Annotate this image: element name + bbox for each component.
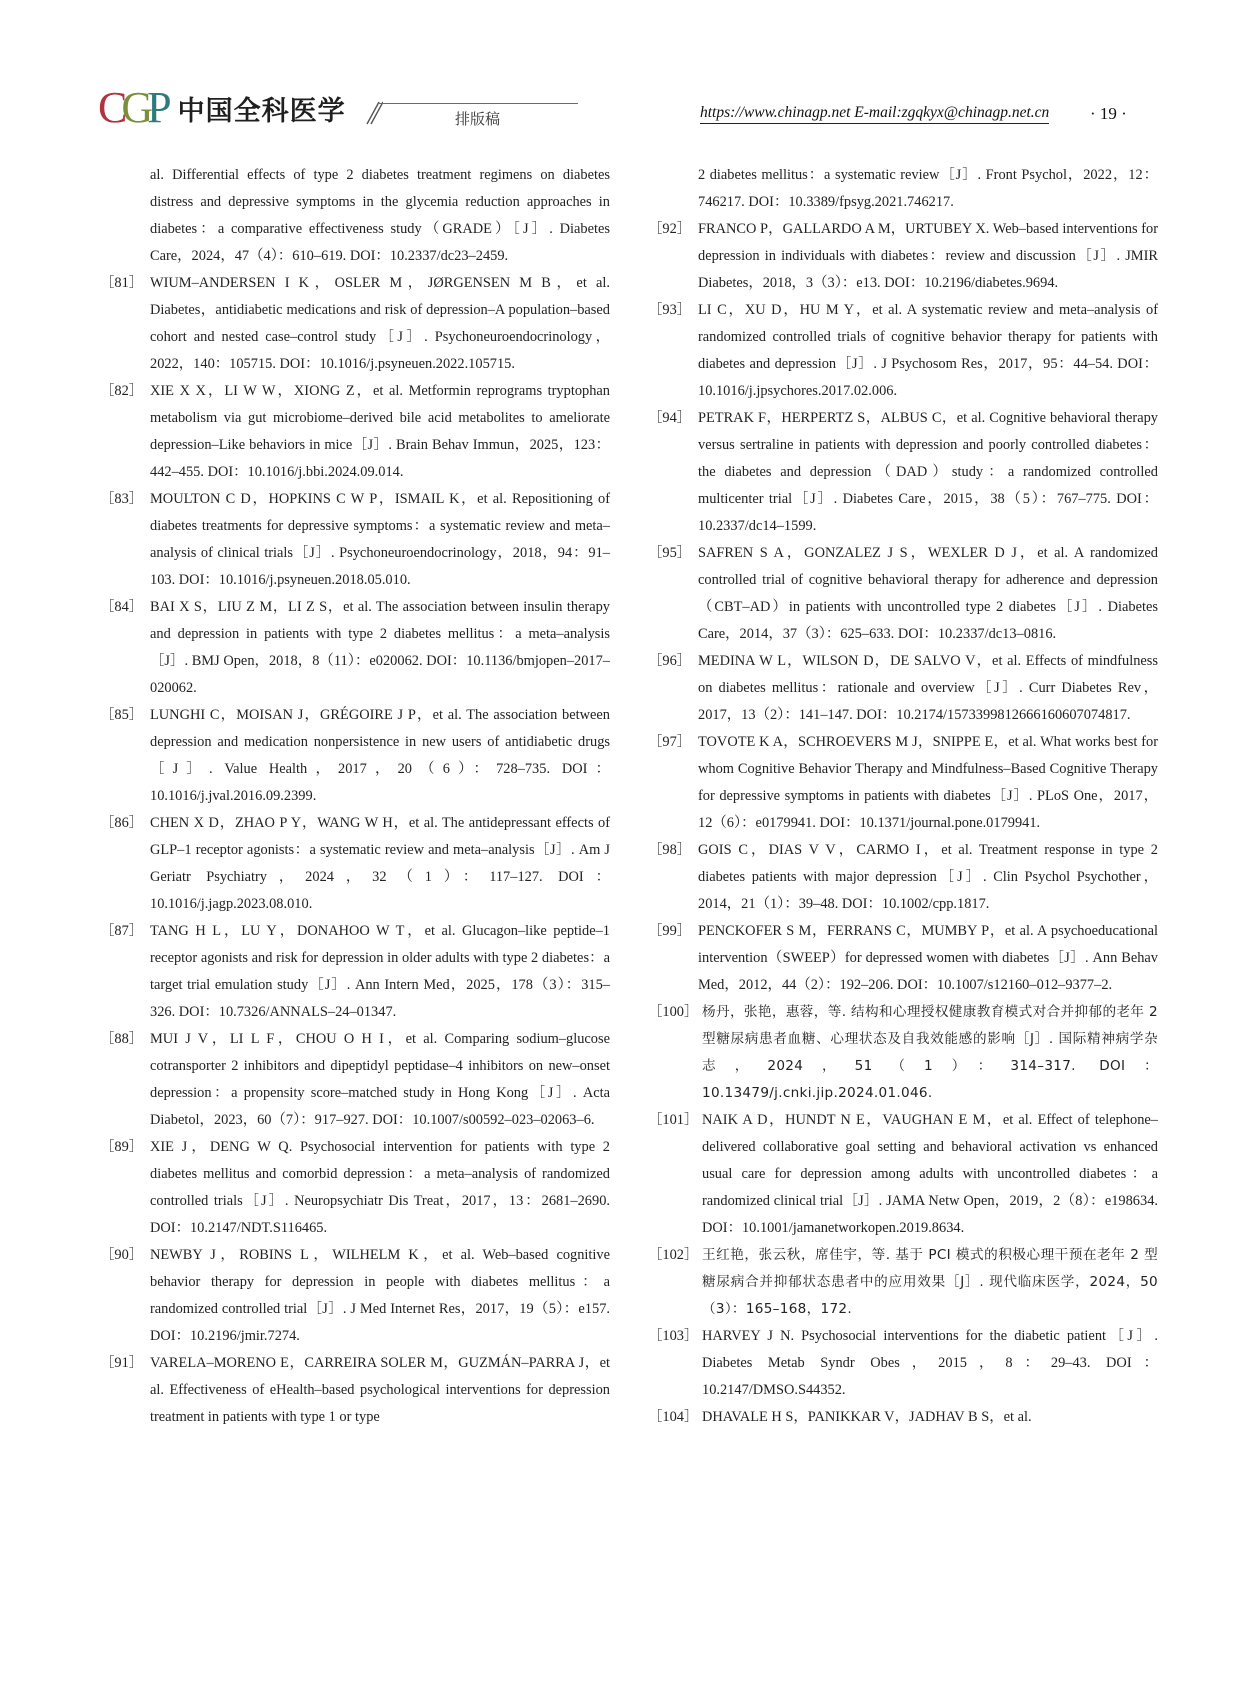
reference-text: MOULTON C D，HOPKINS C W P，ISMAIL K，et al. Repositioning of diabetes treatments for depressive symptoms：a systematic review and meta–analysis of clinical trials［J］. Psychoneuroendocrinology，2018，94：91–103. DOI：10.1016/j.psyneuen.2018.05.010. [150, 491, 610, 588]
reference-entry [100, 1026, 610, 1134]
reference-text: LUNGHI C，MOISAN J，GRÉGOIRE J P，et al. The association between depression and medication nonpersistence in new users of antidiabetic drugs［J］. Value Health，2017，20（6）：728–735. DOI：10.1016/j.jval.2016.09.2399. [150, 707, 610, 804]
reference-text: VARELA–MORENO E，CARREIRA SOLER M，GUZMÁN–PARRA J，et al. Effectiveness of eHealth–based psychological interventions for depression treatment in patients with type 1 or type [150, 1355, 610, 1425]
logo-cgp-mark: CGP [98, 83, 166, 132]
reference-entry [648, 999, 1158, 1107]
reference-number: ［99］ [648, 923, 692, 939]
reference-number: ［96］ [648, 653, 692, 669]
reference-entry [100, 486, 610, 594]
reference-text: NAIK A D，HUNDT N E，VAUGHAN E M，et al. Effect of telephone–delivered collaborative goal setting and behavioral activation vs enhanced usual care for depression among adults with uncontrolled diabetes：a randomized clinical trial［J］. JAMA Netw Open，2019，2（8）：e198634. DOI：10.1001/jamanetworkopen.2019.8634. [702, 1112, 1158, 1236]
reference-text: GOIS C，DIAS V V，CARMO I，et al. Treatment response in type 2 diabetes patients with major depression［J］. Clin Psychol Psychother，2014，21（1）：39–48. DOI：10.1002/cpp.1817. [698, 842, 1158, 912]
reference-number: ［100］ [648, 1004, 699, 1020]
reference-number: ［88］ [100, 1031, 144, 1047]
reference-text: 杨丹，张艳，惠蓉，等. 结构和心理授权健康教育模式对合并抑郁的老年 2 型糖尿病患者血糖、心理状态及自我效能感的影响［J］. 国际精神病学杂志，2024，51（1）：314–317. DOI：10.13479/j.cnki.jip.2024.01.046. [702, 1004, 1158, 1101]
reference-entry [648, 162, 1158, 216]
reference-number: ［104］ [648, 1409, 699, 1425]
reference-entry [648, 1242, 1158, 1323]
reference-entry [648, 405, 1158, 540]
reference-text: TANG H L，LU Y，DONAHOO W T，et al. Glucagon–like peptide–1 receptor agonists and risk for depression in older adults with type 2 diabetes：a target trial emulation study［J］. Ann Intern Med，2025，178（3）：315–326. DOI：10.7326/ANNALS–24–01347. [150, 923, 610, 1020]
reference-number: ［83］ [100, 491, 144, 507]
reference-text: CHEN X D，ZHAO P Y，WANG W H，et al. The antidepressant effects of GLP–1 receptor agonists：a systematic review and meta–analysis［J］. Am J Geriatr Psychiatry，2024，32（1）：117–127. DOI：10.1016/j.jagp.2023.08.010. [150, 815, 610, 912]
reference-number: ［102］ [648, 1247, 699, 1263]
reference-text: XIE X X，LI W W，XIONG Z，et al. Metformin reprograms tryptophan metabolism via gut microbiome–derived bile acid metabolites to ameliorate depression–Like behaviors in mice［J］. Brain Behav Immun，2025，123：442–455. DOI：10.1016/j.bbi.2024.09.014. [150, 383, 610, 480]
reference-number: ［94］ [648, 410, 692, 426]
reference-text: LI C，XU D，HU M Y，et al. A systematic review and meta–analysis of randomized controlled trials of cognitive behavior therapy for patients with diabetes and depression［J］. J Psychosom Res，2017，95：44–54. DOI：10.1016/j.jpsychores.2017.02.006. [698, 302, 1158, 399]
reference-entry [100, 1134, 610, 1242]
reference-number: ［89］ [100, 1139, 144, 1155]
header-url-email: https://www.chinagp.net E-mail:zgqkyx@chinagp.net.cn [700, 104, 1049, 124]
reference-column-left [100, 162, 610, 1431]
header-rule [378, 103, 578, 104]
reference-text: al. Differential effects of type 2 diabetes treatment regimens on diabetes distress and depressive symptoms in the glycemia reduction approaches in diabetes：a comparative effectiveness study（GRADE）［J］. Diabetes Care，2024，47（4）：610–619. DOI：10.2337/dc23–2459. [150, 167, 610, 264]
reference-text: 王红艳，张云秋，席佳宇，等. 基于 PCI 模式的积极心理干预在老年 2 型糖尿病合并抑郁状态患者中的应用效果［J］. 现代临床医学，2024，50（3）：165–168，172. [702, 1247, 1158, 1317]
reference-text: FRANCO P，GALLARDO A M，URTUBEY X. Web–based interventions for depression in individuals with diabetes：review and discussion［J］. JMIR Diabetes，2018，3（3）：e13. DOI：10.2196/diabetes.9694. [698, 221, 1158, 291]
reference-entry [100, 270, 610, 378]
reference-number: ［98］ [648, 842, 692, 858]
reference-entry [648, 729, 1158, 837]
reference-entry [100, 378, 610, 486]
reference-number: ［85］ [100, 707, 144, 723]
reference-entry [100, 918, 610, 1026]
reference-entry [100, 702, 610, 810]
reference-text: PENCKOFER S M，FERRANS C，MUMBY P，et al. A psychoeducational intervention（SWEEP）for depressed women with diabetes［J］. Ann Behav Med，2012，44（2）：192–206. DOI：10.1007/s12160–012–9377–2. [698, 923, 1158, 993]
reference-column-right [648, 162, 1158, 1431]
reference-number: ［86］ [100, 815, 144, 831]
typeset-tag: 排版稿 [455, 110, 501, 128]
reference-entry [100, 1242, 610, 1350]
reference-number: ［91］ [100, 1355, 144, 1371]
reference-text: MEDINA W L，WILSON D，DE SALVO V，et al. Effects of mindfulness on diabetes mellitus：rationale and overview［J］. Curr Diabetes Rev，2017，13（2）：141–147. DOI：10.2174/1573399812666160607074817. [698, 653, 1158, 723]
reference-text: TOVOTE K A，SCHROEVERS M J，SNIPPE E，et al. What works best for whom Cognitive Behavior Therapy and Mindfulness–Based Cognitive Therapy for depressive symptoms in patients with diabetes［J］. PLoS One，2017，12（6）：e0179941. DOI：10.1371/journal.pone.0179941. [698, 734, 1158, 831]
reference-number: ［84］ [100, 599, 144, 615]
reference-entry [648, 540, 1158, 648]
reference-text: DHAVALE H S，PANIKKAR V，JADHAV B S，et al. [702, 1409, 1032, 1425]
reference-entry [648, 648, 1158, 729]
reference-entry [648, 1107, 1158, 1242]
reference-entry [100, 810, 610, 918]
reference-entry [648, 918, 1158, 999]
page-header [0, 0, 1247, 150]
reference-text: NEWBY J，ROBINS L，WILHELM K，et al. Web–based cognitive behavior therapy for depression in people with diabetes mellitus：a randomized controlled trial［J］. J Med Internet Res，2017，19（5）：e157. DOI：10.2196/jmir.7274. [150, 1247, 610, 1344]
reference-entry [648, 1404, 1158, 1431]
reference-number: ［87］ [100, 923, 144, 939]
reference-entry [100, 1350, 610, 1431]
reference-entry [648, 1323, 1158, 1404]
reference-entry [100, 594, 610, 702]
reference-entry [100, 162, 610, 270]
reference-text: WIUM–ANDERSEN I K，OSLER M，JØRGENSEN M B，et al. Diabetes，antidiabetic medications and risk of depression–A population–based cohort and nested case–control study［J］. Psychoneuroendocrinology，2022，140：105715. DOI：10.1016/j.psyneuen.2022.105715. [150, 275, 610, 372]
journal-logo [98, 83, 346, 132]
journal-name: 中国全科医学 [177, 95, 346, 127]
reference-number: ［90］ [100, 1247, 144, 1263]
reference-text: PETRAK F，HERPERTZ S，ALBUS C，et al. Cognitive behavioral therapy versus sertraline in patients with depression and poorly controlled diabetes：the diabetes and depression（DAD）study：a randomized controlled multicenter trial［J］. Diabetes Care，2015，38（5）：767–775. DOI：10.2337/dc14–1599. [698, 410, 1158, 534]
reference-number: ［103］ [648, 1328, 699, 1344]
reference-number: ［101］ [648, 1112, 699, 1128]
reference-number: ［81］ [100, 275, 144, 291]
reference-number: ［93］ [648, 302, 692, 318]
reference-number: ［82］ [100, 383, 144, 399]
page-number: · 19 · [1090, 104, 1127, 123]
reference-number: ［97］ [648, 734, 692, 750]
reference-number: ［92］ [648, 221, 692, 237]
reference-entry [648, 216, 1158, 297]
reference-text: 2 diabetes mellitus：a systematic review［J］. Front Psychol，2022，12：746217. DOI：10.3389/fpsyg.2021.746217. [698, 167, 1158, 210]
reference-text: BAI X S，LIU Z M，LI Z S，et al. The association between insulin therapy and depression in patients with type 2 diabetes mellitus：a meta–analysis［J］. BMJ Open，2018，8（11）：e020062. DOI：10.1136/bmjopen–2017–020062. [150, 599, 610, 696]
reference-entry [648, 297, 1158, 405]
reference-number: ［95］ [648, 545, 692, 561]
reference-entry [648, 837, 1158, 918]
reference-text: MUI J V，LI L F，CHOU O H I，et al. Comparing sodium–glucose cotransporter 2 inhibitors and dipeptidyl peptidase–4 inhibitors on new–onset depression：a propensity score–matched study in Hong Kong［J］. Acta Diabetol，2023，60（7）：917–927. DOI：10.1007/s00592–023–02063–6. [150, 1031, 610, 1128]
reference-text: HARVEY J N. Psychosocial interventions for the diabetic patient［J］. Diabetes Metab Syndr Obes，2015，8：29–43. DOI：10.2147/DMSO.S44352. [702, 1328, 1158, 1398]
reference-text: SAFREN S A，GONZALEZ J S，WEXLER D J，et al. A randomized controlled trial of cognitive behavioral therapy for adherence and depression（CBT–AD）in patients with uncontrolled type 2 diabetes［J］. Diabetes Care，2014，37（3）：625–633. DOI：10.2337/dc13–0816. [698, 545, 1158, 642]
reference-text: XIE J，DENG W Q. Psychosocial intervention for patients with type 2 diabetes mellitus and comorbid depression：a meta–analysis of randomized controlled trials［J］. Neuropsychiatr Dis Treat，2017，13：2681–2690. DOI：10.2147/NDT.S116465. [150, 1139, 610, 1236]
